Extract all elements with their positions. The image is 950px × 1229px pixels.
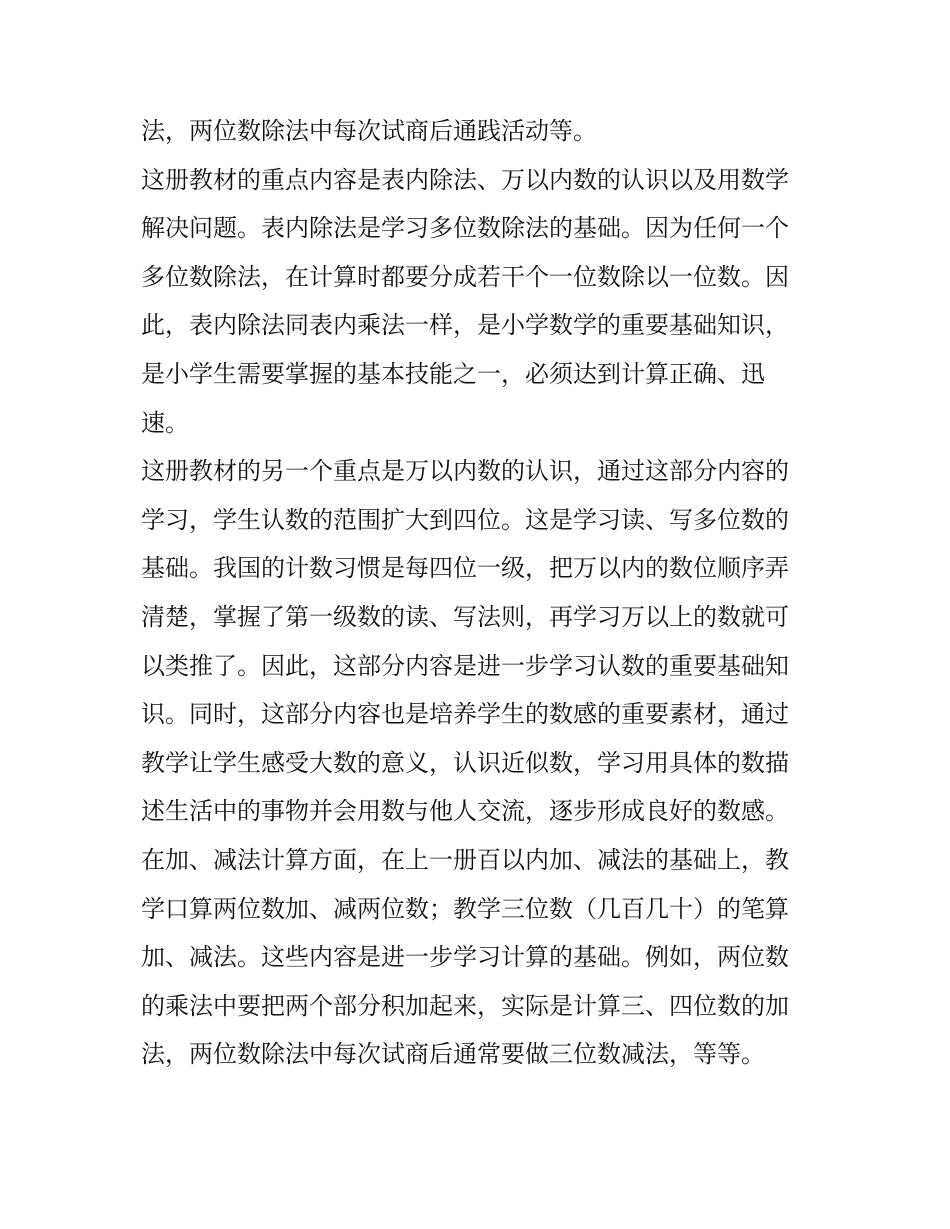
- text-line: 教学让学生感受大数的意义，认识近似数，学习用具体的数描: [141, 748, 789, 777]
- text-line: 多位数除法，在计算时都要分成若干个一位数除以一位数。因: [141, 262, 789, 291]
- text-line: 基础。我国的计数习惯是每四位一级，把万以内的数位顺序弄: [141, 554, 789, 583]
- text-line: 学习，学生认数的范围扩大到四位。这是学习读、写多位数的: [141, 505, 789, 534]
- text-line: 加、减法。这些内容是进一步学习计算的基础。例如，两位数: [141, 943, 789, 972]
- text-line: 述生活中的事物并会用数与他人交流，逐步形成良好的数感。: [141, 797, 789, 826]
- text-line: 的乘法中要把两个部分积加起来，实际是计算三、四位数的加: [141, 991, 789, 1020]
- text-line: 在加、减法计算方面，在上一册百以内加、减法的基础上，教: [141, 845, 789, 874]
- text-line: 这册教材的另一个重点是万以内数的认识，通过这部分内容的: [141, 457, 789, 486]
- text-line: 法，两位数除法中每次试商后通常要做三位数减法，等等。: [141, 1040, 765, 1069]
- text-line: 这册教材的重点内容是表内除法、万以内数的认识以及用数学: [141, 165, 789, 194]
- text-line: 识。同时，这部分内容也是培养学生的数感的重要素材，通过: [141, 700, 789, 729]
- text-line: 解决问题。表内除法是学习多位数除法的基础。因为任何一个: [141, 214, 789, 243]
- text-line: 法，两位数除法中每次试商后通践活动等。: [141, 117, 597, 145]
- text-line: 是小学生需要掌握的基本技能之一，必须达到计算正确、迅: [141, 359, 765, 388]
- body-text: [141, 107, 821, 1079]
- text-line: 清楚，掌握了第一级数的读、写法则，再学习万以上的数就可: [141, 602, 789, 631]
- text-line: 此，表内除法同表内乘法一样，是小学数学的重要基础知识，: [141, 311, 789, 340]
- text-line: 速。: [141, 408, 189, 437]
- text-line: 学口算两位数加、减两位数；教学三位数（几百几十）的笔算: [141, 894, 789, 923]
- text-line: 以类推了。因此，这部分内容是进一步学习认数的重要基础知: [141, 651, 789, 680]
